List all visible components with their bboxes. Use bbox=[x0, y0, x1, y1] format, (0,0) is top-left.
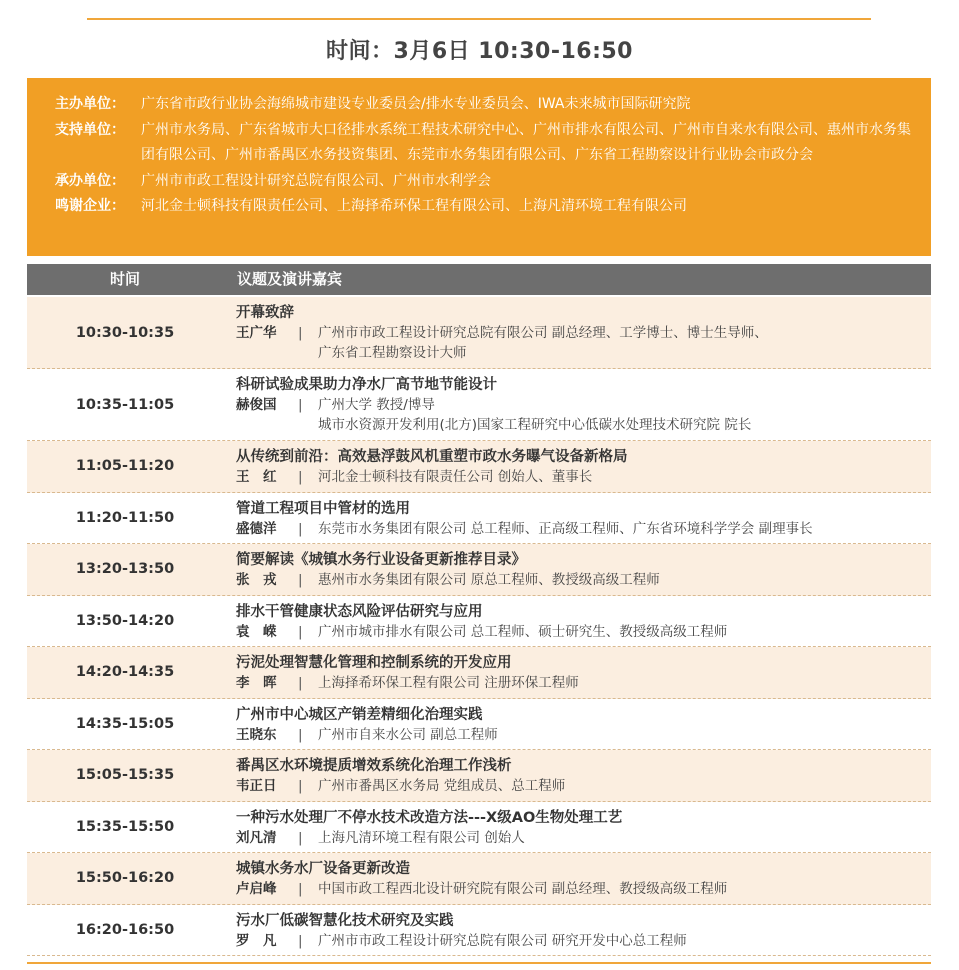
session-content bbox=[236, 499, 923, 539]
schedule-row bbox=[27, 441, 931, 493]
org-value: 广州市市政工程设计研究总院有限公司、广州市水利学会 bbox=[141, 172, 491, 189]
schedule-row bbox=[27, 802, 931, 854]
session-topic: 一种污水处理厂不停水技术改造方法---X级AO生物处理工艺 bbox=[236, 809, 623, 826]
session-topic: 从传统到前沿：高效悬浮鼓风机重塑市政水务曝气设备新格局 bbox=[236, 449, 628, 465]
speaker-title: 上海择希环保工程有限公司 注册环保工程师 bbox=[318, 675, 579, 691]
org-value: 河北金士顿科技有限责任公司、上海择希环保工程有限公司、上海凡清环境工程有限公司 bbox=[141, 198, 687, 214]
session-content bbox=[236, 375, 923, 435]
org-label: 主办单位： bbox=[55, 96, 125, 112]
org-row-organizer bbox=[55, 169, 911, 195]
speaker-name: 罗 凡 bbox=[236, 932, 277, 949]
session-time: 15:50-16:20 bbox=[75, 870, 175, 887]
separator: | bbox=[298, 520, 303, 537]
schedule-row bbox=[27, 369, 931, 441]
speaker-title: 中国市政工程西北设计研究院有限公司 副总经理、教授级高级工程师 bbox=[318, 881, 728, 897]
separator: | bbox=[298, 829, 303, 846]
bottom-divider bbox=[27, 962, 931, 964]
session-time: 13:50-14:20 bbox=[75, 612, 175, 629]
session-topic: 污水厂低碳智慧化技术研究及实践 bbox=[236, 912, 454, 929]
session-topic: 开幕致辞 bbox=[236, 305, 294, 321]
session-time: 16:20-16:50 bbox=[75, 921, 175, 938]
speaker-title-line2: 城市水资源开发利用(北方)国家工程研究中心低碳水处理技术研究院 院长 bbox=[318, 417, 752, 433]
org-value: 广东省市政行业协会海绵城市建设专业委员会/排水专业委员会、IWA未来城市国际研究院 bbox=[141, 96, 691, 112]
session-time: 11:05-11:20 bbox=[75, 458, 175, 475]
session-time: 10:35-11:05 bbox=[75, 396, 175, 413]
session-topic: 简要解读《城镇水务行业设备更新推荐目录》 bbox=[236, 552, 526, 568]
header-time: 时间 bbox=[109, 270, 140, 288]
session-time: 15:35-15:50 bbox=[75, 818, 175, 835]
speaker-name: 赫俊国 bbox=[236, 397, 277, 413]
session-topic: 科研试验成果助力净水厂高节地节能设计 bbox=[236, 377, 497, 393]
speaker-line bbox=[236, 673, 923, 693]
session-time: 14:35-15:05 bbox=[75, 715, 175, 732]
separator: | bbox=[298, 572, 303, 588]
org-row-thanks bbox=[55, 194, 911, 220]
org-label: 支持单位： bbox=[55, 121, 125, 138]
org-row-host bbox=[55, 92, 911, 118]
speaker-name: 卢启峰 bbox=[236, 881, 277, 897]
session-time: 13:20-13:50 bbox=[75, 561, 175, 578]
separator: | bbox=[298, 325, 303, 341]
speaker-name: 张 戎 bbox=[236, 572, 277, 588]
speaker-line bbox=[236, 519, 923, 539]
separator: | bbox=[298, 932, 303, 949]
top-divider bbox=[87, 18, 871, 20]
session-topic: 番禺区水环境提质增效系统化治理工作浅析 bbox=[236, 758, 512, 774]
speaker-title: 广州大学 教授/博导 bbox=[318, 397, 435, 413]
speaker-line bbox=[236, 570, 923, 590]
speaker-line bbox=[236, 931, 923, 951]
schedule-row bbox=[27, 493, 931, 545]
org-row-support bbox=[55, 118, 911, 169]
session-content bbox=[236, 447, 923, 487]
session-time: 14:20-14:35 bbox=[75, 664, 175, 681]
session-content bbox=[236, 756, 923, 796]
speaker-title: 广州市市政工程设计研究总院有限公司 副总经理、工学博士、博士生导师、 bbox=[318, 325, 768, 341]
separator: | bbox=[298, 675, 303, 691]
speaker-name: 李 晖 bbox=[236, 675, 277, 691]
speaker-title: 东莞市水务集团有限公司 总工程师、正高级工程师、广东省环境科学学会 副理事长 bbox=[318, 520, 813, 537]
schedule-row bbox=[27, 544, 931, 596]
separator: | bbox=[298, 778, 303, 794]
session-content bbox=[236, 653, 923, 693]
separator: | bbox=[298, 469, 303, 485]
session-topic: 管道工程项目中管材的选用 bbox=[236, 500, 410, 517]
speaker-line bbox=[236, 828, 923, 848]
speaker-line bbox=[236, 467, 923, 487]
speaker-name: 王晓东 bbox=[236, 726, 277, 743]
org-label: 承办单位： bbox=[55, 172, 125, 189]
separator: | bbox=[298, 726, 303, 743]
speaker-title: 惠州市水务集团有限公司 原总工程师、教授级高级工程师 bbox=[318, 572, 660, 588]
separator: | bbox=[298, 623, 303, 640]
header-topic: 议题及演讲嘉宾 bbox=[237, 270, 343, 288]
speaker-title: 广州市自来水公司 副总工程师 bbox=[318, 726, 498, 743]
speaker-title: 广州市番禺区水务局 党组成员、总工程师 bbox=[318, 778, 566, 794]
speaker-line bbox=[236, 622, 923, 642]
session-topic: 污泥处理智慧化管理和控制系统的开发应用 bbox=[236, 655, 512, 671]
schedule-table-header bbox=[27, 264, 931, 295]
schedule-table bbox=[27, 297, 931, 956]
session-time: 11:20-11:50 bbox=[75, 509, 175, 526]
session-content bbox=[236, 602, 923, 642]
session-content bbox=[236, 808, 923, 848]
separator: | bbox=[298, 397, 303, 413]
session-time: 10:30-10:35 bbox=[75, 324, 175, 341]
session-topic: 广州市中心城区产销差精细化治理实践 bbox=[236, 706, 483, 723]
speaker-name: 盛德洋 bbox=[236, 520, 277, 537]
speaker-name: 袁 嵘 bbox=[236, 623, 277, 640]
speaker-line bbox=[236, 395, 923, 415]
schedule-row bbox=[27, 750, 931, 802]
schedule-row bbox=[27, 905, 931, 957]
session-content bbox=[236, 911, 923, 951]
speaker-title: 河北金士顿科技有限责任公司 创始人、董事长 bbox=[318, 469, 593, 485]
session-topic: 排水干管健康状态风险评估研究与应用 bbox=[236, 603, 483, 620]
speaker-title: 上海凡清环境工程有限公司 创始人 bbox=[318, 829, 525, 846]
org-label: 鸣谢企业： bbox=[55, 198, 125, 214]
schedule-row bbox=[27, 297, 931, 369]
schedule-row bbox=[27, 596, 931, 648]
session-topic: 城镇水务水厂设备更新改造 bbox=[236, 861, 410, 877]
speaker-name: 刘凡清 bbox=[236, 829, 277, 846]
session-content bbox=[236, 303, 923, 363]
speaker-line bbox=[236, 879, 923, 899]
event-time-header: 时间：3月6日 10:30-16:50 bbox=[326, 39, 633, 64]
session-time: 15:05-15:35 bbox=[75, 767, 175, 784]
schedule-row bbox=[27, 853, 931, 905]
speaker-title-line2: 广东省工程勘察设计大师 bbox=[318, 345, 467, 361]
schedule-row bbox=[27, 647, 931, 699]
speaker-name: 韦正日 bbox=[236, 778, 277, 794]
speaker-name: 王 红 bbox=[236, 469, 277, 485]
schedule-row bbox=[27, 699, 931, 751]
speaker-line bbox=[236, 323, 923, 343]
speaker-title: 广州市市政工程设计研究总院有限公司 研究开发中心总工程师 bbox=[318, 932, 687, 949]
speaker-title: 广州市城市排水有限公司 总工程师、硕士研究生、教授级高级工程师 bbox=[318, 623, 728, 640]
session-content bbox=[236, 550, 923, 590]
org-value: 广州市水务局、广东省城市大口径排水系统工程技术研究中心、广州市排水有限公司、广州市自来水有限公司、惠州市水务集团有限公司、广州市番禺区水务投资集团、东莞市水务集团有限公司、广东省工程勘察设计行业协会市政分会 bbox=[141, 121, 911, 163]
organizer-box bbox=[27, 78, 931, 256]
session-content bbox=[236, 859, 923, 899]
separator: | bbox=[298, 881, 303, 897]
speaker-line bbox=[236, 776, 923, 796]
speaker-name: 王广华 bbox=[236, 325, 277, 341]
speaker-line bbox=[236, 725, 923, 745]
session-content bbox=[236, 705, 923, 745]
